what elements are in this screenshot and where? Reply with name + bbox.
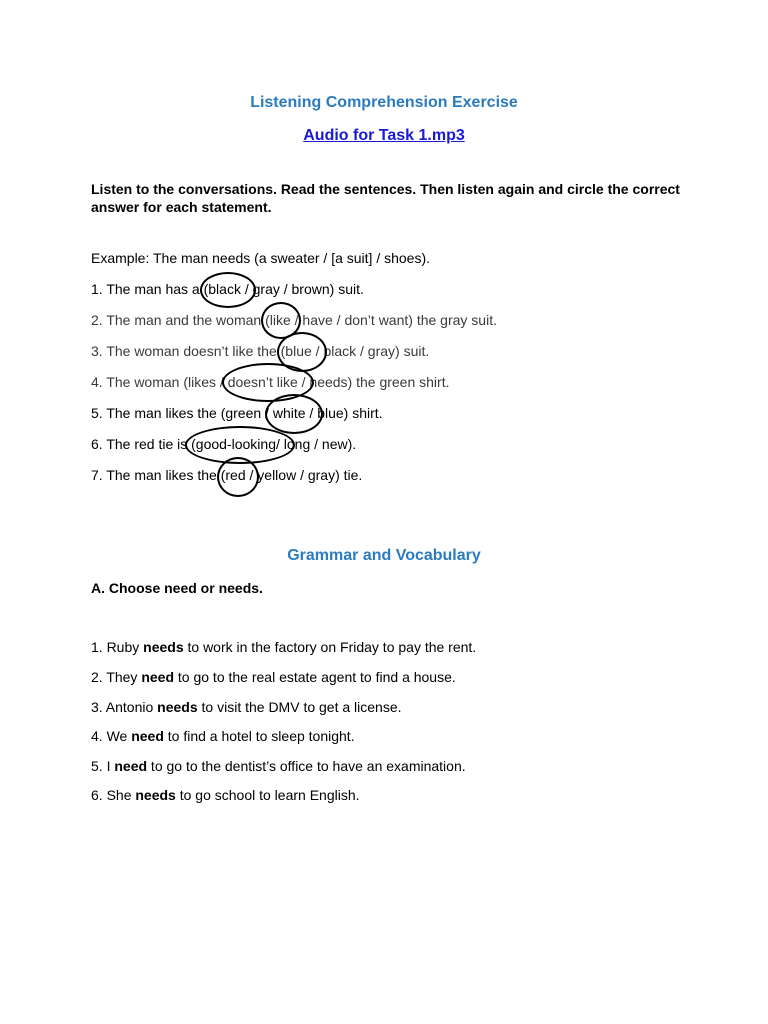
sentence-pre: 2. They (91, 669, 142, 685)
circled-answer (221, 467, 246, 483)
grammar-sentence-3 (91, 699, 402, 715)
sentence-answer: needs (135, 787, 176, 803)
answer-text: (blue (280, 343, 312, 359)
item-text-post: / black / gray) suit. (311, 343, 430, 359)
grammar-sentence-5 (91, 758, 466, 774)
audio-file-link[interactable]: Audio for Task 1.mp3 (303, 127, 465, 144)
listening-item-7 (91, 467, 362, 483)
grammar-sentence-4 (91, 728, 355, 744)
circled-answer (281, 343, 312, 359)
item-text-post: / long / new). (275, 436, 357, 452)
listening-item-4 (91, 374, 450, 390)
answer-text: (black (203, 281, 241, 297)
grammar-sentence-1 (91, 639, 476, 655)
sentence-post: to go to the real estate agent to find a house. (174, 669, 456, 685)
circled-answer (265, 312, 291, 328)
sentence-post: to go school to learn English. (175, 787, 360, 803)
sentence-post: to visit the DMV to get a license. (197, 699, 402, 715)
sentence-answer: need (114, 758, 148, 774)
grammar-section-title: Grammar and Vocabulary (287, 547, 481, 564)
item-text-post: / blue) shirt. (305, 405, 383, 421)
example-sentence: Example: The man needs (a sweater / [a suit] / shoes). (91, 250, 431, 266)
section-a-heading: A. Choose need or needs. (91, 580, 263, 596)
grammar-sentence-2 (91, 669, 456, 685)
sentence-answer: need (141, 669, 175, 685)
item-text-pre: 4. The woman (likes / (91, 374, 228, 390)
sentence-answer: need (131, 728, 164, 744)
answer-text: (red (220, 467, 246, 483)
listening-item-1 (91, 281, 364, 297)
sentence-pre: 3. Antonio (91, 699, 158, 715)
item-text-post: / have / don’t want) the gray suit. (290, 312, 497, 328)
sentence-pre: 6. She (91, 787, 136, 803)
item-text-post: / gray / brown) suit. (240, 281, 364, 297)
sentence-answer: needs (143, 639, 184, 655)
circled-answer (273, 405, 306, 421)
item-text-pre: 7. The man likes the (91, 467, 221, 483)
item-text-post: / needs) the green shirt. (297, 374, 450, 390)
item-text-pre: 5. The man likes the (green / (91, 405, 273, 421)
item-text-pre: 2. The man and the woman (91, 312, 266, 328)
item-text-pre: 1. The man has a (91, 281, 204, 297)
circled-answer (191, 436, 276, 452)
item-text-pre: 3. The woman doesn’t like the (91, 343, 281, 359)
instructions-text: Listen to the conversations. Read the sentences. Then listen again and circle the correct answer for each statement. (91, 181, 680, 215)
circled-answer (204, 281, 241, 297)
sentence-answer: needs (157, 699, 198, 715)
audio-file-link-wrapper (0, 127, 768, 145)
listening-item-3 (91, 343, 429, 359)
grammar-sentence-6 (91, 787, 360, 803)
sentence-post: to go to the dentist’s office to have an examination. (147, 758, 466, 774)
answer-text: (good-looking (191, 436, 276, 452)
sentence-pre: 1. Ruby (91, 639, 144, 655)
answer-text: (like (265, 312, 291, 328)
sentence-post: to work in the factory on Friday to pay the rent. (183, 639, 477, 655)
circled-answer (228, 374, 298, 390)
sentence-pre: 5. I (91, 758, 115, 774)
answer-text: doesn’t like (227, 374, 298, 390)
sentence-pre: 4. We (91, 728, 132, 744)
answer-text: white (272, 405, 306, 421)
page-title: Listening Comprehension Exercise (250, 94, 518, 111)
sentence-post: to find a hotel to sleep tonight. (163, 728, 355, 744)
listening-item-6 (91, 436, 356, 452)
item-text-pre: 6. The red tie is (91, 436, 192, 452)
item-text-post: / yellow / gray) tie. (245, 467, 363, 483)
listening-item-2 (91, 312, 497, 328)
listening-item-5 (91, 405, 383, 421)
